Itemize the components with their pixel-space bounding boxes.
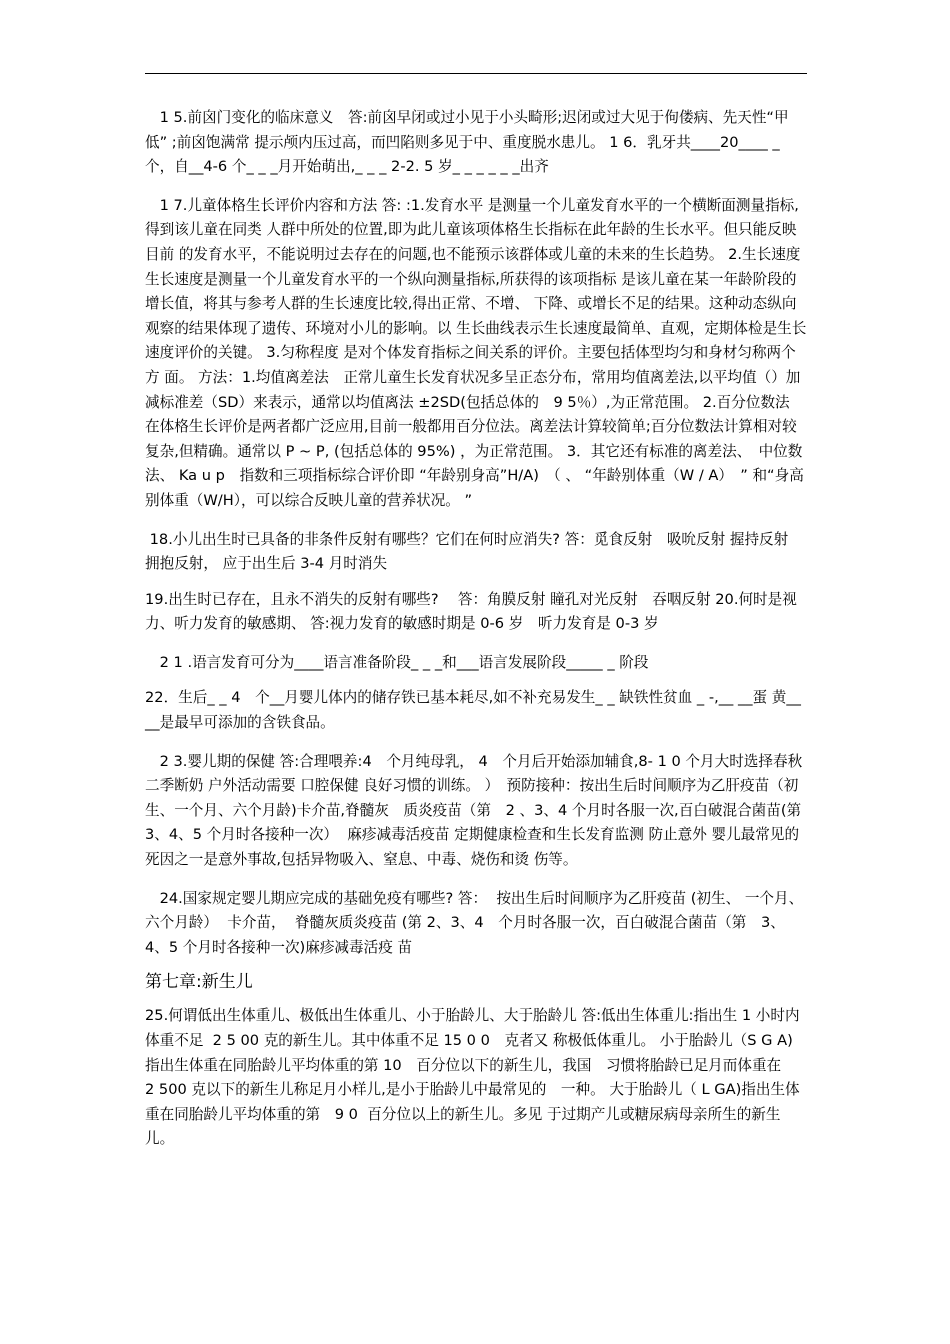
question-21: 2 1 .语言发育可分为____语言准备阶段_ _ _和___语言发展阶段_____ _ 阶段 [145, 653, 649, 671]
question-15-16: 1 5.前囟门变化的临床意义 答:前囟早闭或过小见于小头畸形;迟闭或过大见于佝偻病、先天性“甲低” ;前囟饱满常 提示颅内压过高，而凹陷则多见于中、重度脱水患儿。 1 6．乳牙共____20____ _ 个，自__4-6 个_ _ _月开始萌出,_ _ _ 2-2. 5 岁_ _ _ _ _ _出齐 [145, 109, 789, 176]
question-18: 18.小儿出生时已具备的非条件反射有哪些？它们在何时应消失? 答：觅食反射 吸吮反射 握持反射 拥抱反射， 应于出生后 3-4 月时消失 [145, 530, 793, 573]
question-25: 25.何谓低出生体重儿、极低出生体重儿、小于胎龄儿、大于胎龄儿 答:低出生体重儿:指出生 1 小时内体重不足 2 5 00 克的新生儿。其中体重不足 15 0 0 克者又 称极低体重儿。 小于胎龄儿（S G A)指出生体重在同胎龄儿平均体重的第 10 百分位以下的新生儿，我国 习惯将胎龄已足月而体重在 2 500 克以下的新生儿称足月小样儿,是小于胎龄儿中最常见的 一种。 大于胎龄儿（ L GA)指出生体重在同胎龄儿平均体重的第 9 0 百分位以上的新生儿。多见 于过期产儿或糖尿病母亲所生的新生儿。 [145, 1007, 801, 1148]
question-19-20: 19.出生时已存在，且永不消失的反射有哪些? 答：角膜反射 瞳孔对光反射 吞咽反射 20.何时是视力、听力发育的敏感期、 答:视力发育的敏感时期是 0-6 岁 听力发育是 0-3 岁 [145, 590, 797, 633]
question-22: 22．生后_ _ 4 个__月婴儿体内的储存铁已基本耗尽,如不补充易发生_ _ 缺铁性贫血 _ -,__ __蛋 黄____是最早可添加的含铁食品。 [145, 689, 801, 732]
document-body [145, 106, 807, 1152]
question-23: 2 3.婴儿期的保健 答:合理喂养:4 个月纯母乳， 4 个月后开始添加辅食,8- 1 0 个月大时选择春秋二季断奶 户外活动需要 口腔保健 良好习惯的训练。 ） 预防接种：按出生后时间顺序为乙肝疫苗（初生、一个月、六个月龄)卡介苗,脊髓灰 质炎疫苗（第 2 、3、4 个月时各服一次,百白破混合菌苗(第 3、4、5 个月时各接种一次） 麻疹减毒活疫苗 定期健康检查和生长发育监测 防止意外 婴儿最常见的死因之一是意外事故,包括异物吸入、窒息、中毒、烧伤和烫 伤等。 [145, 752, 806, 869]
question-17: 1 7.儿童体格生长评价内容和方法 答: :1.发育水平 是测量一个儿童发育水平的一个横断面测量指标,得到该儿童在同类 人群中所处的位置,即为此儿童该项体格生长指标在此年龄的生长水平。但只能反映目前 的发育水平，不能说明过去存在的问题,也不能预示该群体或儿童的未来的生长趋势。 2.生长速度 生长速度是测量一个儿童发育水平的一个纵向测量指标,所获得的该项指标 是该儿童在某一年龄阶段的增长值，将其与参考人群的生长速度比较,得出正常、不增、 下降、或增长不足的结果。这种动态纵向观察的结果体现了遗传、环境对小儿的影响。以 生长曲线表示生长速度最简单、直观，定期体检是生长速度评价的关键。 3.匀称程度 是对个体发育指标之间关系的评价。主要包括体型均匀和身材匀称两个方 面。 方法：1.均值离差法 正常儿童生长发育状况多呈正态分布，常用均值离差法,以平均值（）加减标准差（SD）来表示，通常以均值离法 ±2SD(包括总体的 9 5％）,为正常范围。 2.百分位数法 在体格生长评价是两者都广泛应用,目前一般都用百分位法。离差法计算较简单;百分位数法计算相对较复杂,但精确。通常以 P ~ P, (包括总体的 95%) ，为正常范围。 3．其它还有标准的离差法、 中位数法、 Ka u p 指数和三项指标综合评价即 “年龄别身高”H/A) （ 、 “年龄别体重（W / A） ” 和“身高别体重（W/H），可以综合反映儿童的营养状况。 ” [145, 196, 807, 509]
question-24: 24.国家规定婴儿期应完成的基础免疫有哪些? 答： 按出生后时间顺序为乙肝疫苗 (初生、 一个月、 六个月龄） 卡介苗， 脊髓灰质炎疫苗 (第 2、3、4 个月时各服一次，百白破混合菌苗（第 3、4、5 个月时各接种一次)麻疹减毒活疫 苗 [145, 889, 808, 956]
header-rule [145, 73, 807, 74]
chapter-heading: 第七章:新生儿 [145, 972, 253, 993]
